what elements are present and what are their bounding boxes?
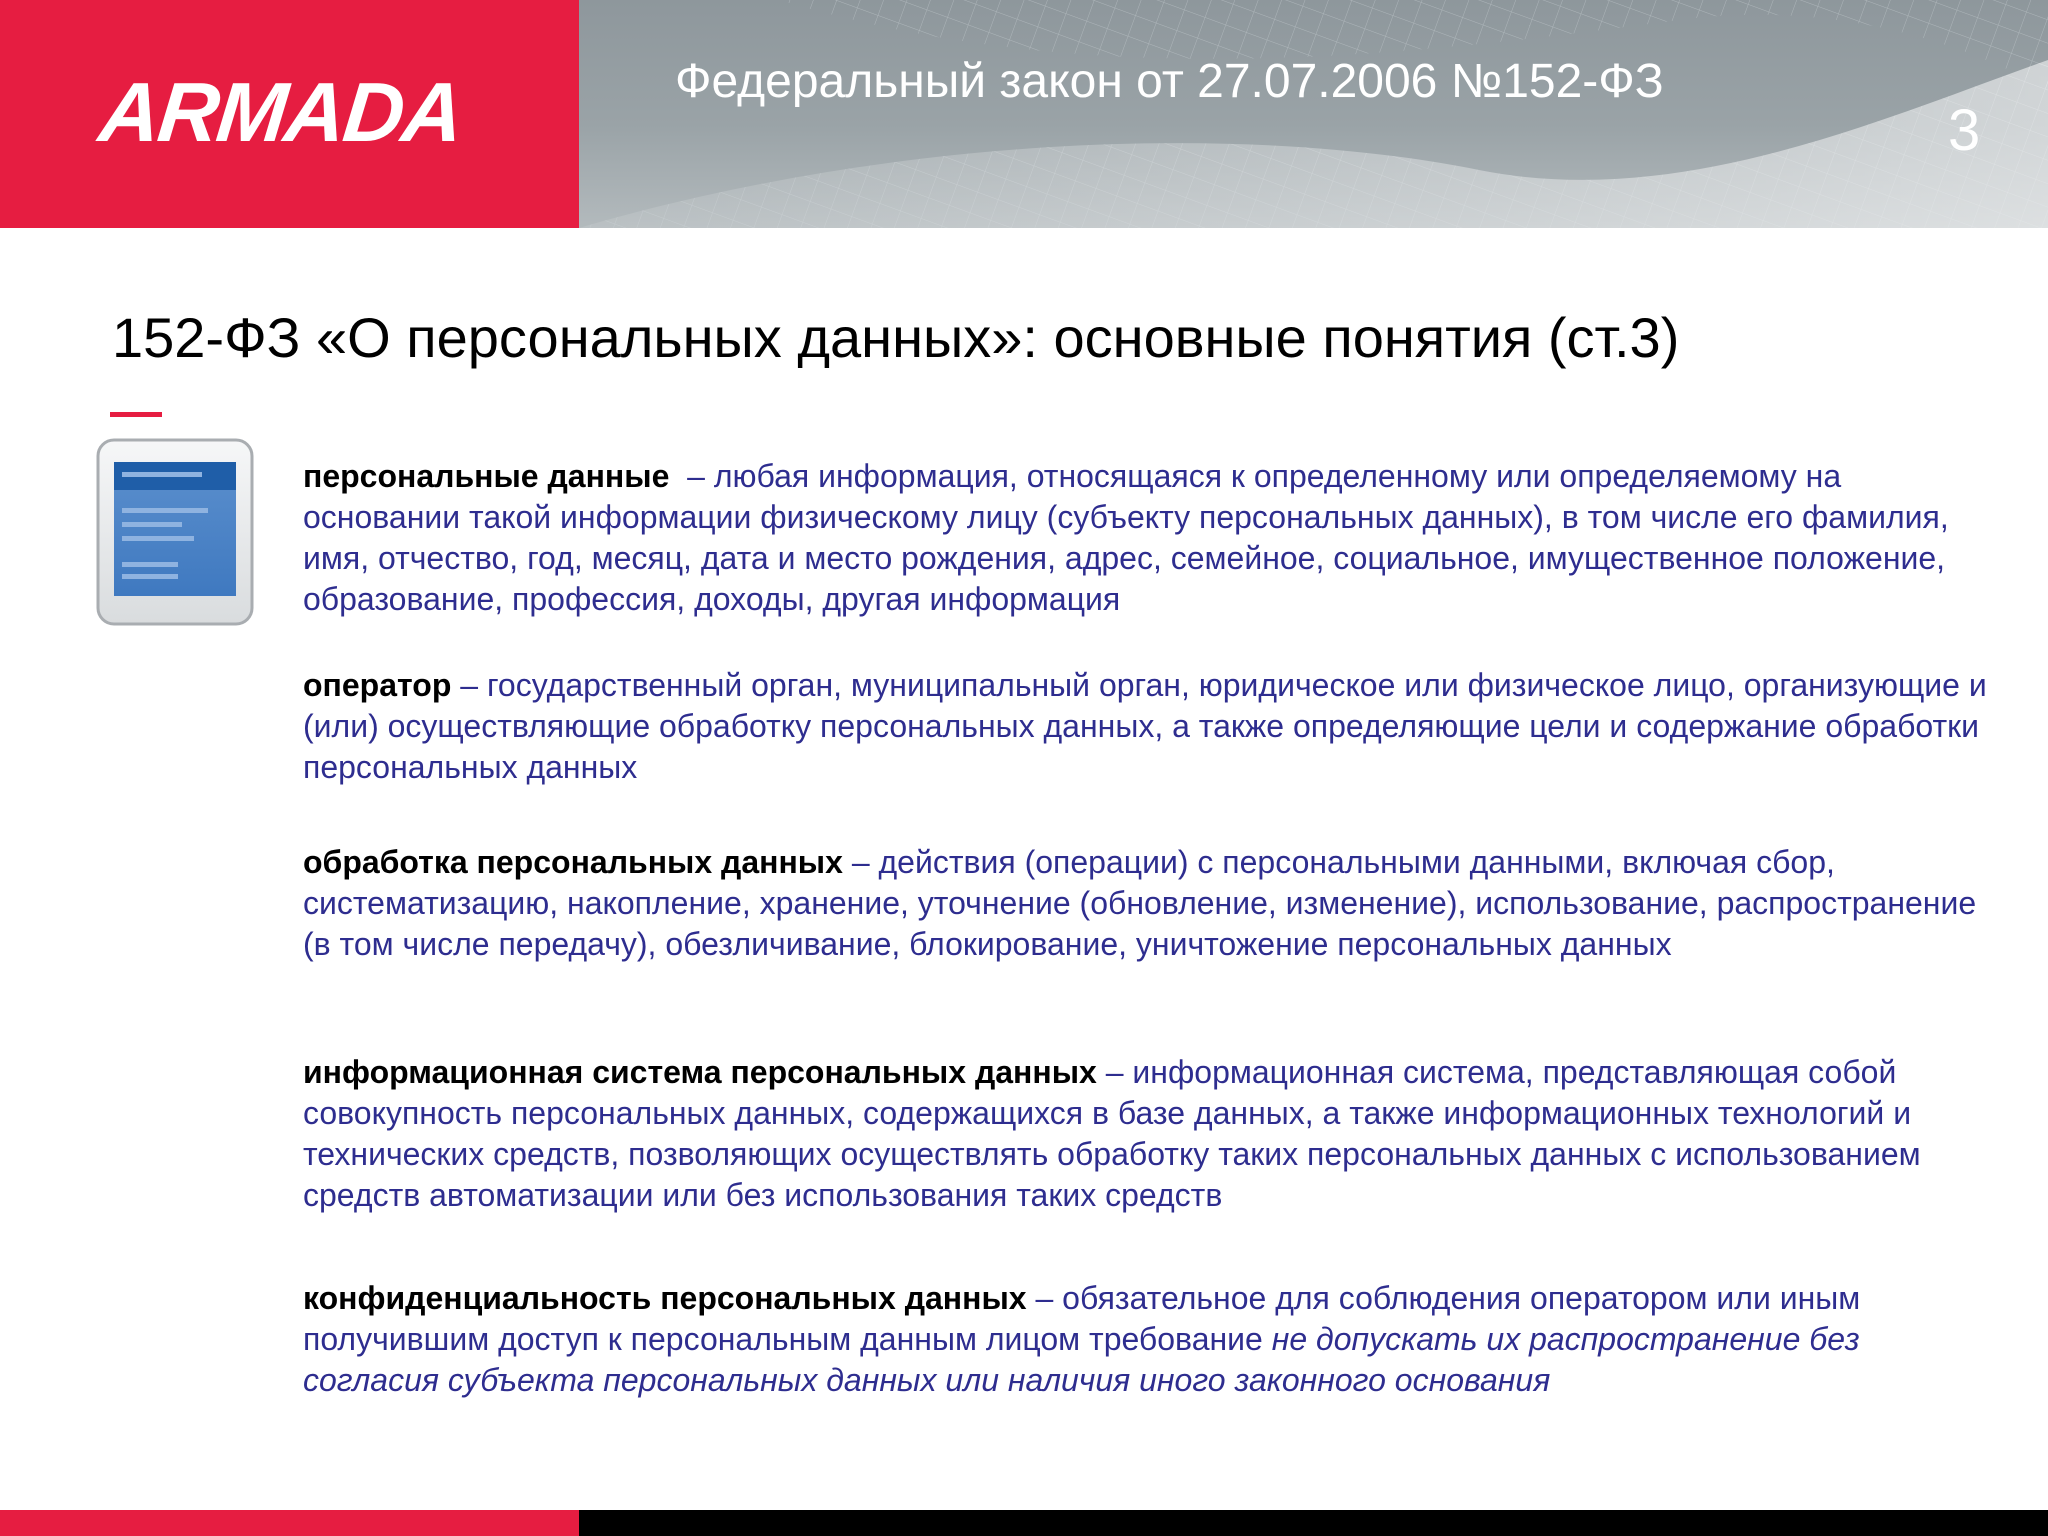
footer-black-bar	[579, 1510, 2048, 1536]
definition-processing	[303, 842, 2003, 965]
armada-logo: ARMADA	[95, 65, 467, 159]
definition-term: информационная система персональных данных	[303, 1054, 1097, 1090]
definition-confidentiality	[303, 1278, 2003, 1401]
definition-information-system	[303, 1052, 2003, 1216]
definition-text: государственный орган, муниципальный орган, юридическое или физическое лицо, организующие и (или) осуществляющие обработку персональных данных, а также определяющие цели и содержание обработки персональных данных	[303, 667, 1987, 785]
slide-title: 152-ФЗ «О персональных данных»: основные понятия (ст.3)	[112, 306, 1680, 369]
definition-text: информационная система, представляющая собой совокупность персональных данных, содержащихся в базе данных, а также информационных технологий и технических средств, позволяющих осуществлять обработку таких персональных данных с использованием средств автоматизации или без использования таких средств	[303, 1054, 1921, 1213]
slide-header	[0, 0, 2048, 228]
definition-separator: –	[1026, 1280, 1063, 1316]
definition-operator	[303, 665, 2003, 788]
definition-term: оператор	[303, 667, 452, 703]
definition-text: действия (операции) с персональными данными, включая сбор, систематизацию, накопление, хранение, уточнение (обновление, изменение), использование, распространение (в том числе передачу), обезличивание, блокирование, уничтожение персональных данных	[303, 844, 1977, 962]
mesh-pattern	[579, 0, 2048, 228]
title-accent-line	[110, 412, 162, 417]
law-title: Федеральный закон от 27.07.2006 №152-ФЗ	[675, 55, 1664, 108]
header-background	[579, 0, 2048, 228]
document-icon	[96, 438, 254, 626]
definition-term: конфиденциальность персональных данных	[303, 1280, 1027, 1316]
logo-block	[0, 0, 579, 228]
definition-text: любая информация, относящаяся к определенному или определяемому на основании такой информации физическому лицу (субъекту персональных данных), в том числе его фамилия, имя, отчество, год, месяц, дата и место рождения, адрес, семейное, социальное, имущественное положение, образование, профессия, доходы, другая информация	[303, 458, 1949, 617]
definition-term: персональные данные	[303, 458, 670, 494]
definition-term: обработка персональных данных	[303, 844, 843, 880]
definition-text-italic: не допускать их распространение без согласия субъекта персональных данных или наличия иного законного основания	[303, 1321, 1860, 1398]
definition-separator: –	[1096, 1054, 1133, 1090]
page-number: 3	[1948, 98, 1981, 163]
definition-text: обязательное для соблюдения оператором или иным получившим доступ к персональным данным лицом требование	[303, 1280, 1861, 1357]
definition-separator: –	[669, 458, 714, 494]
definition-separator: –	[842, 844, 879, 880]
definition-personal-data	[303, 456, 2003, 620]
footer-red-bar	[0, 1510, 579, 1536]
definition-separator: –	[451, 667, 487, 703]
